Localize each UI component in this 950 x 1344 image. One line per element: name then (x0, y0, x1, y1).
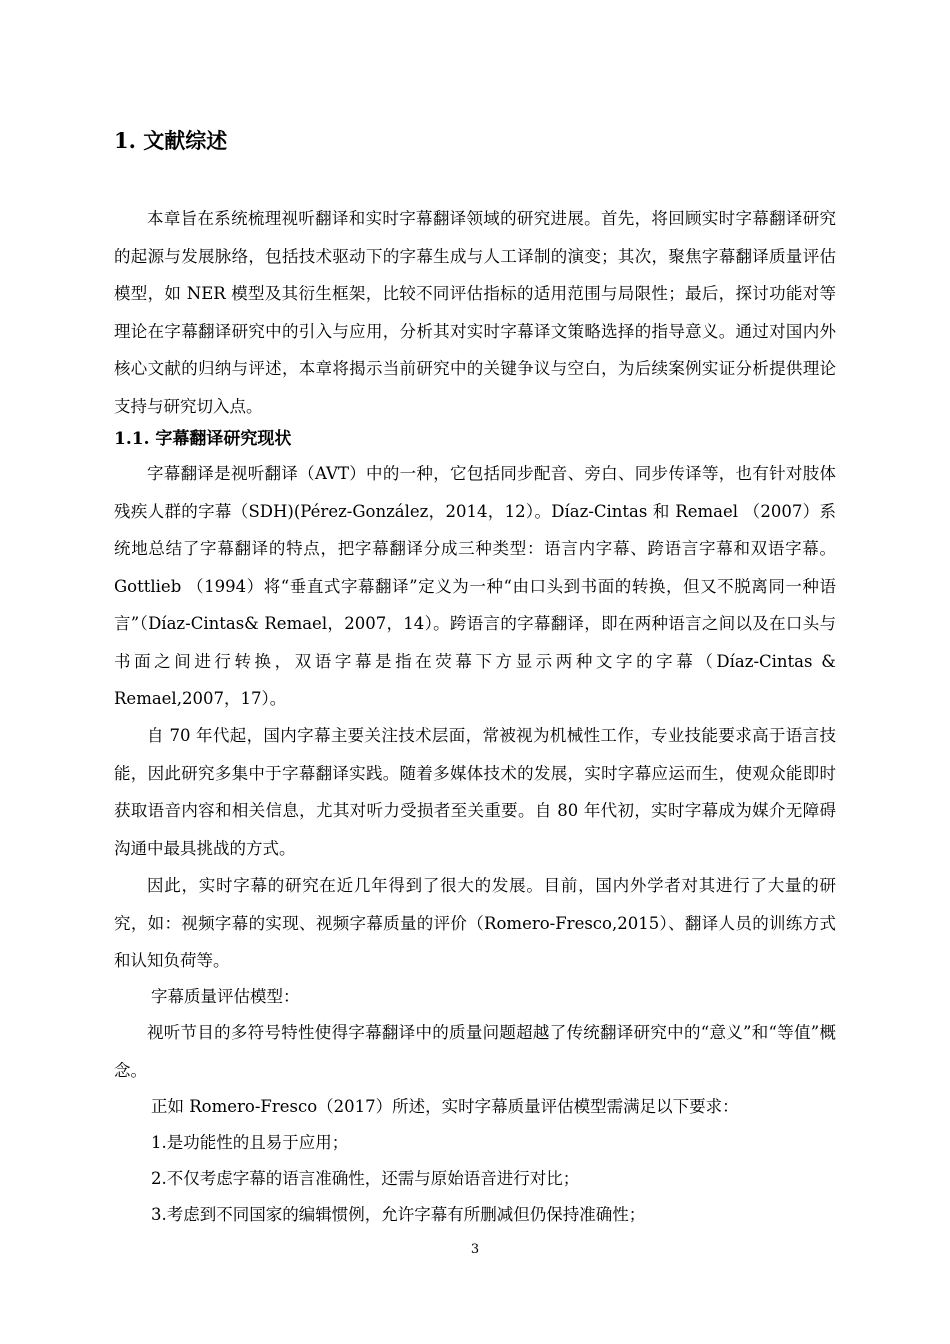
list-item: 1.是功能性的且易于应用； (151, 1133, 349, 1152)
model-label: 字幕质量评估模型： (151, 987, 300, 1006)
list-item: 3.考虑到不同国家的编辑惯例，允许字幕有所删减但仍保持准确性； (151, 1205, 646, 1224)
page-number: 3 (470, 1242, 480, 1257)
section-heading: 1.1. 字幕翻译研究现状 (114, 429, 292, 449)
paragraph-quality: 视听节目的多符号特性使得字幕翻译中的质量问题超越了传统翻译研究中的“意义”和“等值”概念。 (114, 1023, 836, 1080)
requirements-intro: 正如 Romero-Fresco（2017）所述，实时字幕质量评估模型需满足以下要求： (151, 1097, 739, 1116)
intro-paragraph: 本章旨在系统梳理视听翻译和实时字幕翻译领域的研究进展。首先，将回顾实时字幕翻译研究的起源与发展脉络，包括技术驱动下的字幕生成与人工译制的演变；其次，聚焦字幕翻译质量评估模型，如 NER 模型及其衍生框架，比较不同评估指标的适用范围与局限性；最后，探讨功能对等理论在字幕翻译研究中的引入与应用，分析其对实时字幕译文策略选择的指导意义。通过对国内外核心文献的归纳与评述，本章将揭示当前研究中的关键争议与空白，为后续案例实证分析提供理论支持与研究切入点。 (114, 209, 836, 416)
list-item: 2.不仅考虑字幕的语言准确性，还需与原始语音进行对比； (151, 1169, 580, 1188)
chapter-heading: 1. 文献综述 (114, 128, 228, 153)
paragraph-avt: 字幕翻译是视听翻译（AVT）中的一种，它包括同步配音、旁白、同步传译等，也有针对肢体残疾人群的字幕（SDH)(Pérez-González，2014，12）。Díaz-Cintas 和 Remael （2007）系统地总结了字幕翻译的特点，把字幕翻译分成三种类型：语言内字幕、跨语言字幕和双语字幕。Gottlieb （1994）将“垂直式字幕翻译”定义为一种“由口头到书面的转换，但又不脱离同一种语言”（Díaz-Cintas& Remael，2007，14）。跨语言的字幕翻译，即在两种语言之间以及在口头与书面之间进行转换，双语字幕是指在荧幕下方显示两种文字的字幕（Díaz-Cintas & Remael,2007，17）。 (114, 464, 836, 708)
paragraph-research: 因此，实时字幕的研究在近几年得到了很大的发展。目前，国内外学者对其进行了大量的研究，如：视频字幕的实现、视频字幕质量的评价（Romero-Fresco,2015）、翻译人员的训练方式和认知负荷等。 (114, 876, 836, 970)
paragraph-history: 自 70 年代起，国内字幕主要关注技术层面，常被视为机械性工作，专业技能要求高于语言技能，因此研究多集中于字幕翻译实践。随着多媒体技术的发展，实时字幕应运而生，使观众能即时获取语音内容和相关信息，尤其对听力受损者至关重要。自 80 年代初，实时字幕成为媒介无障碍沟通中最具挑战的方式。 (114, 726, 836, 858)
